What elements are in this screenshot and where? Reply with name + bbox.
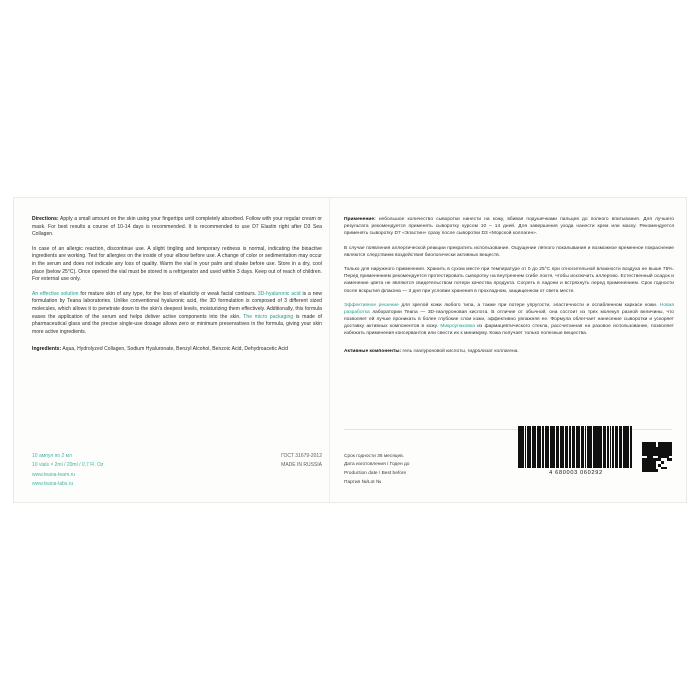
production-date-en: Production date / Best before: [344, 471, 407, 477]
english-panel: [32, 216, 322, 361]
effective-solution-text-1: for mature skin of any type, for the loss of elasticity or weak facial contours.: [78, 290, 258, 297]
application-label: Применение:: [344, 217, 376, 222]
solution-text-1: для зрелой кожи любого типа, а также при потере упругости, эластичности и ослабленном каркасе кожи.: [398, 302, 660, 308]
application-paragraph: [344, 216, 674, 238]
footer-row-3: [32, 471, 322, 488]
ingredients-label: Ingredients:: [32, 346, 62, 353]
solution-lead: Эффективное решение: [344, 302, 399, 308]
effective-solution-lead: An effective solution: [32, 290, 79, 297]
actives-text: гель гиалуроновой кислоты, гидролизат коллагена.: [401, 348, 519, 354]
shelf-life-text: Срок годности 36 месяцев.: [344, 453, 405, 459]
allergy-paragraph: In case of an allergic reaction, discontinue use. A slight tingling and temporary redness is normal, indicating the bioactive ingredients are working. Test for allergies on the inside of your elbow before use. A change of color or sedimentation may occur in the serum and does not indicate any loss of quality. Warm the vial in your palm and shake before use. Store in a dry, cool place (below 25°C). Once opened the vial must be stored in a refrigerator and used within 3 days. Keep out of reach of children. For external use only.: [32, 245, 322, 283]
solution-text-3: из фармацевтического стекла, рассчитанная на разовое использование, позволяет избежать применения консервантов или свести их к минимуму. Кожа получает только полезные вещества.: [344, 324, 675, 337]
solution-text-2: лаборатории Teana — 3D-гиалуроновая кислота. В отличие от обычной, она состоит из трех молекул разной величины, что позволяет ей лучше проникать в более глубокие слои кожи, эффективно увлажняя ее. Формула облегчает нанесение сыворотки и ускоряет доставку активных компонентов в кожу.: [344, 309, 674, 330]
directions-text: Apply a small amount on the skin using your fingertips until completely absorbed. Follow with your regular cream or mask. For best results a course of 10-14 days is recommended. It is recommended to use D7 Elastin right after D3 Sea Collagen.: [32, 216, 322, 238]
made-in-label: MADE IN RUSSIA: [281, 461, 322, 468]
barcode: [518, 426, 634, 476]
website-labs[interactable]: www.teana-labs.ru: [32, 480, 74, 487]
micro-packaging-lead: The micro packaging: [243, 313, 294, 320]
volume-ru: 10 ампул по 2 мл: [32, 453, 72, 459]
product-carton-back: [14, 198, 686, 502]
gost-label: ГОСТ 31679-2012: [281, 453, 322, 459]
footer-row-1: [32, 452, 322, 461]
storage-paragraph: Только для наружного применения. Хранить в сухом месте при температуре от 0 до 25°С при относительной влажности воздуха не выше 75%. Перед применением рекомендуется протестировать сыворотку на внутреннем сгибе локтя, чтобы исключить аллергию. Естественный осадок и изменение цвета не являются свидетельством потери качества продукта. Согреть в ладони и встряхнуть перед применением. Срок годности после вскрытия флакона — 3 дня при условии хранения в прохладном, защищенном от света месте.: [344, 266, 674, 294]
effective-solution-text-3: is made of pharmaceutical glass and the precise single-use dosage allows zero or minimum preservatives in the formula, giving your skin more active ingredients.: [32, 313, 322, 335]
warning-paragraph: В случае появления аллергической реакции прекратить использование. Ощущение лёгкого покалывания и возможное временное покраснение являются следствием воздействия биологически активных веществ.: [344, 245, 674, 258]
novelty-lead: Новая разработка: [344, 302, 674, 315]
solution-paragraph: [344, 302, 674, 338]
actives-paragraph: [344, 348, 674, 355]
production-date-ru: Дата изготовления / Годен до: [344, 462, 410, 468]
effective-solution-paragraph: [32, 291, 322, 337]
barcode-bars: [518, 426, 634, 468]
actives-label: Активные компоненты:: [344, 348, 402, 354]
hyaluronic-acid-lead: 3D-hyaluronic acid: [257, 290, 301, 297]
effective-solution-text-2: is a new formulation by Teana laboratories. Unlike conventional hyaluronic acid, the 3D formulation is composed of 3 different sized molecules, which allows it to penetrate down to the skin's deepest levels, moisturizing them effectively. Additionally, this formula eases the application of the serum and helps deliver active components into the skin.: [32, 290, 323, 320]
footer-row-2: [32, 461, 322, 470]
panel-divider: [329, 198, 330, 502]
volume-en: 10 vials × 2ml / 20ml / 0.7 Fl. Oz: [32, 461, 104, 468]
website-team[interactable]: www.teana-team.ru: [32, 472, 76, 478]
micro-packaging-lead-ru: Микроупаковка: [440, 324, 475, 330]
batch-number-label: Партия №/Lot №: [344, 480, 382, 486]
ingredients-text: Aqua, Hydrolyzed Collagen, Sodium Hyaluronate, Benzyl Alcohol, Benzoic Acid, Dehydroacetic Acid: [61, 346, 289, 353]
application-text: небольшое количество сыворотки нанести на кожу, вбивая подушечками пальцев до полного впитывания. Для лучшего результата рекомендуется применять сыворотку курсом 10 – 14 дней. Для завершения ухода нанести крем или маску. Рекомендуется применять сыворотку D7 «Эластин» сразу после сыворотки D3 «Морской коллаген».: [344, 217, 674, 237]
left-panel-footer: [32, 452, 322, 488]
directions-label: Directions:: [32, 216, 59, 222]
qr-code-icon: [642, 442, 672, 472]
ingredients-paragraph: [32, 346, 322, 354]
directions-paragraph: [32, 216, 322, 239]
russian-panel: [344, 216, 674, 362]
barcode-number: 4 680003 060292: [549, 470, 603, 476]
